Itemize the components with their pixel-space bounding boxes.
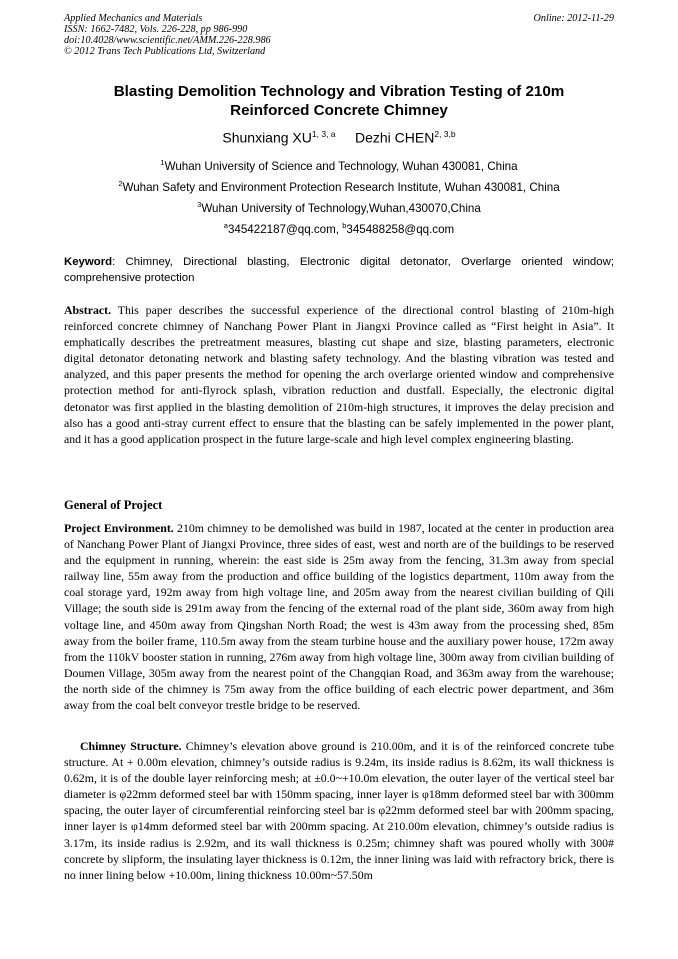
email-a-sup: a [223, 221, 228, 230]
affiliation-1-sup: 1 [160, 158, 165, 167]
keywords [64, 254, 614, 286]
author-1-name: Shunxiang XU [222, 129, 312, 146]
title-line-1: Blasting Demolition Technology and Vibration Testing of 210m [113, 83, 565, 100]
affiliation-3-text: Wuhan University of Technology,Wuhan,430070,China [201, 201, 481, 215]
title-line-2: Reinforced Concrete Chimney [230, 102, 448, 119]
project-environment-text: 210m chimney to be demolished was build in 1987, located at the center in production area of Nanchang Power Plant of Jiangxi Province, three sides of east, west and north are of the buildings to be reserved and the equipment in running, wherein: the east side is 25m away from the fencing, 31.3m away from special railway line, 55m away from the production and office building of the logistics department, 110m away from the coal storage yard, 192m away from high voltage line, and 205m away from the nearest civilian building of Qili Village; the south side is 291m away from the fencing of the external road of the plant side, 360m away from high voltage line, and 450m away from Qingshan North Road; the west is 43m away from the processing shed, 85m away from the boiler frame, 110.5m away from the steam turbine house and the auxiliary power house, 172m away from the 110kV booster station in running, 276m away from high voltage line, 300m away from civilian building of Doumen Village, 305m away from the nearest point of the Changqian Road, and 363m away from the warehouse; the north side of the chimney is 75m away from the office building of each electric power department, and 36m away from the coal belt conveyor trestle bridge to be reserved. [64, 521, 614, 713]
author-2-affil: 2, 3,b [434, 129, 456, 139]
affiliation-2-sup: 2 [118, 179, 123, 188]
chimney-structure-text: Chimney’s elevation above ground is 210.00m, and it is of the reinforced concrete tube structure. At + 0.00m elevation, chimney’s outside radius is 9.24m, its inside radius is 8.62m, its wall thickness is 0.62m, it is of the double layer reinforcing mesh; at ±0.0~+10.0m elevation, the outer layer of the vertical steel bar diameter is φ22mm deformed steel bar with 150mm spacing, inner layer is φ18mm deformed steel bar with 300mm spacing, the outer layer of circumferential reinforcing steel bar is φ22mm deformed steel bar with 200mm spacing, inner layer is φ14mm deformed steel bar with 200mm spacing. At 210.00m elevation, chimney’s outside radius is 3.17m, its inside radius is 2.92m, and its wall thickness is 0.25m; chimney shaft was poured wholly with 300# concrete by slipform, the insulating layer thickness is 0.12m, the inner lining was laid with refractory brick, there is no inner lining below +10.00m, lining thickness 10.00m~57.50m [64, 739, 614, 882]
affiliation-1-text: Wuhan University of Science and Technology, Wuhan 430081, China [164, 159, 518, 173]
email-a: 345422187@qq.com, [227, 222, 343, 236]
abstract-label: Abstract. [64, 303, 112, 317]
journal-issn: ISSN: 1662-7482, Vols. 226-228, pp 986-990 [64, 24, 248, 35]
author-emails [64, 219, 614, 237]
keyword-label: Keyword [64, 256, 113, 268]
abstract-text: This paper describes the successful experience of the directional control blasting of 210m-high reinforced concrete chimney of Nanchang Power Plant in Jiangxi Province called as “First height in Asia”. It emphatically describes the pretreatment measures, blasting cut shape and size, blasting parameters, electronic digital detonator detonating network and blasting safety technology. And the blasting vibration was tested and analyzed, and this paper presents the method for opening the arch overlarge oriented window and comprehensive protection method for anti-flyrock splash, vibration reduction and dustfall. Especially, the electronic digital detonator was first applied in the blasting demolition of 210m-high structures, it improves the delay precision and also has a good anti-stray current effect to ensure that the blasting can be safely implemented in the power plant, and it has a good application prospect in the future large-scale and high level complex engineering blasting. [64, 303, 614, 446]
paper-title [64, 82, 614, 120]
author-line [64, 125, 614, 147]
section-heading: General of Project [64, 498, 163, 512]
journal-info [64, 13, 271, 57]
email-b-sup: b [342, 221, 347, 230]
project-environment-label: Project Environment. [64, 521, 174, 535]
journal-copyright: © 2012 Trans Tech Publications Ltd, Switzerland [64, 46, 266, 57]
project-environment-paragraph [64, 520, 614, 713]
journal-doi: doi:10.4028/www.scientific.net/AMM.226-228.986 [64, 35, 271, 46]
keyword-text: : Chimney, Directional blasting, Electronic digital detonator, Overlarge oriented window; comprehensive protection [64, 256, 614, 284]
email-b: 345488258@qq.com [346, 222, 455, 236]
chimney-structure-paragraph [64, 738, 614, 883]
affiliation-3 [64, 198, 614, 216]
affiliation-2-text: Wuhan Safety and Environment Protection Research Institute, Wuhan 430081, China [122, 180, 560, 194]
affiliation-2 [64, 177, 614, 195]
abstract [64, 302, 614, 447]
affiliation-1 [64, 156, 614, 174]
chimney-structure-label: Chimney Structure. [80, 739, 182, 753]
author-2-name: Dezhi CHEN [354, 129, 435, 146]
author-1-affil: 1, 3, a [311, 129, 336, 139]
online-date: Online: 2012-11-29 [533, 13, 614, 24]
journal-name: Applied Mechanics and Materials [64, 13, 203, 24]
affiliation-3-sup: 3 [197, 200, 202, 209]
